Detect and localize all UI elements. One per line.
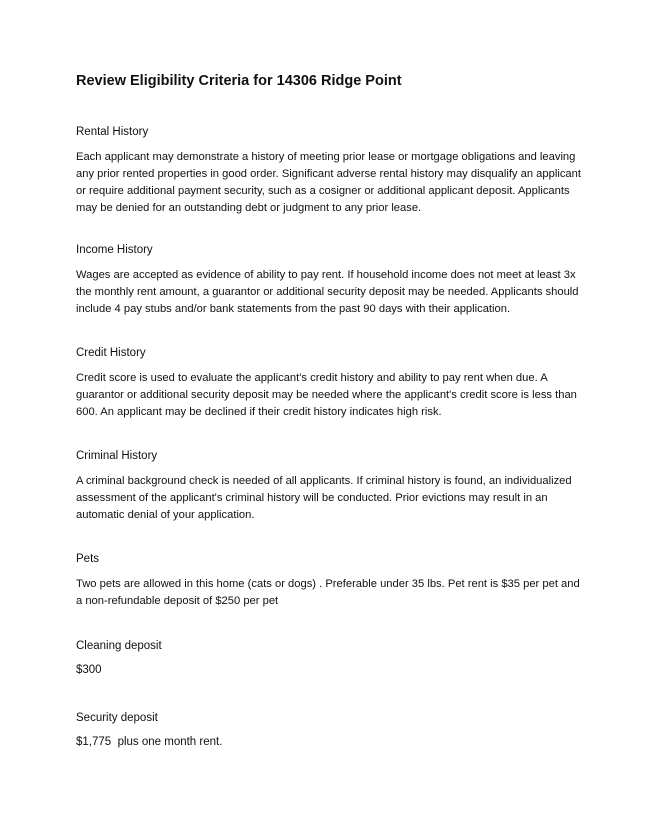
pets-heading: Pets: [76, 553, 100, 565]
document-title: Review Eligibility Criteria for 14306 Ridge Point: [76, 73, 402, 89]
cleaning-deposit-value: $300: [76, 664, 102, 676]
pets-text: Two pets are allowed in this home (cats or dogs) . Preferable under 35 lbs. Pet rent is $35 per pet and a non-refundable deposit of $250 per pet: [76, 578, 580, 607]
income-history-text: Wages are accepted as evidence of ability to pay rent. If household income does not meet at least 3x the monthly rent amount, a guarantor or additional security deposit may be needed. Applicants should include 4 pay stubs and/or bank statements from the past 90 days with their application.: [76, 269, 579, 315]
security-deposit-value: $1,775 plus one month rent.: [76, 736, 223, 748]
credit-history-text: Credit score is used to evaluate the applicant's credit history and ability to pay rent when due. A guarantor or additional security deposit may be needed where the applicant's credit score is less than 600. An applicant may be declined if their credit history indicates high risk.: [76, 372, 577, 418]
security-deposit-heading: Security deposit: [76, 712, 158, 724]
rental-history-text: Each applicant may demonstrate a history of meeting prior lease or mortgage obligations and leaving any prior rented properties in good order. Significant adverse rental history may disqualify an applicant or require additional payment security, such as a cosigner or additional applicant deposit. Applicants may be denied for an outstanding debt or judgment to any prior lease.: [76, 151, 581, 214]
criminal-history-text: A criminal background check is needed of all applicants. If criminal history is found, an individualized assessment of the applicant's criminal history will be conducted. Prior evictions may result in an automatic denial of your application.: [76, 475, 572, 521]
cleaning-deposit-heading: Cleaning deposit: [76, 640, 162, 652]
credit-history-heading: Credit History: [76, 347, 146, 359]
rental-history-heading: Rental History: [76, 126, 149, 138]
income-history-heading: Income History: [76, 244, 153, 256]
criminal-history-heading: Criminal History: [76, 450, 158, 462]
